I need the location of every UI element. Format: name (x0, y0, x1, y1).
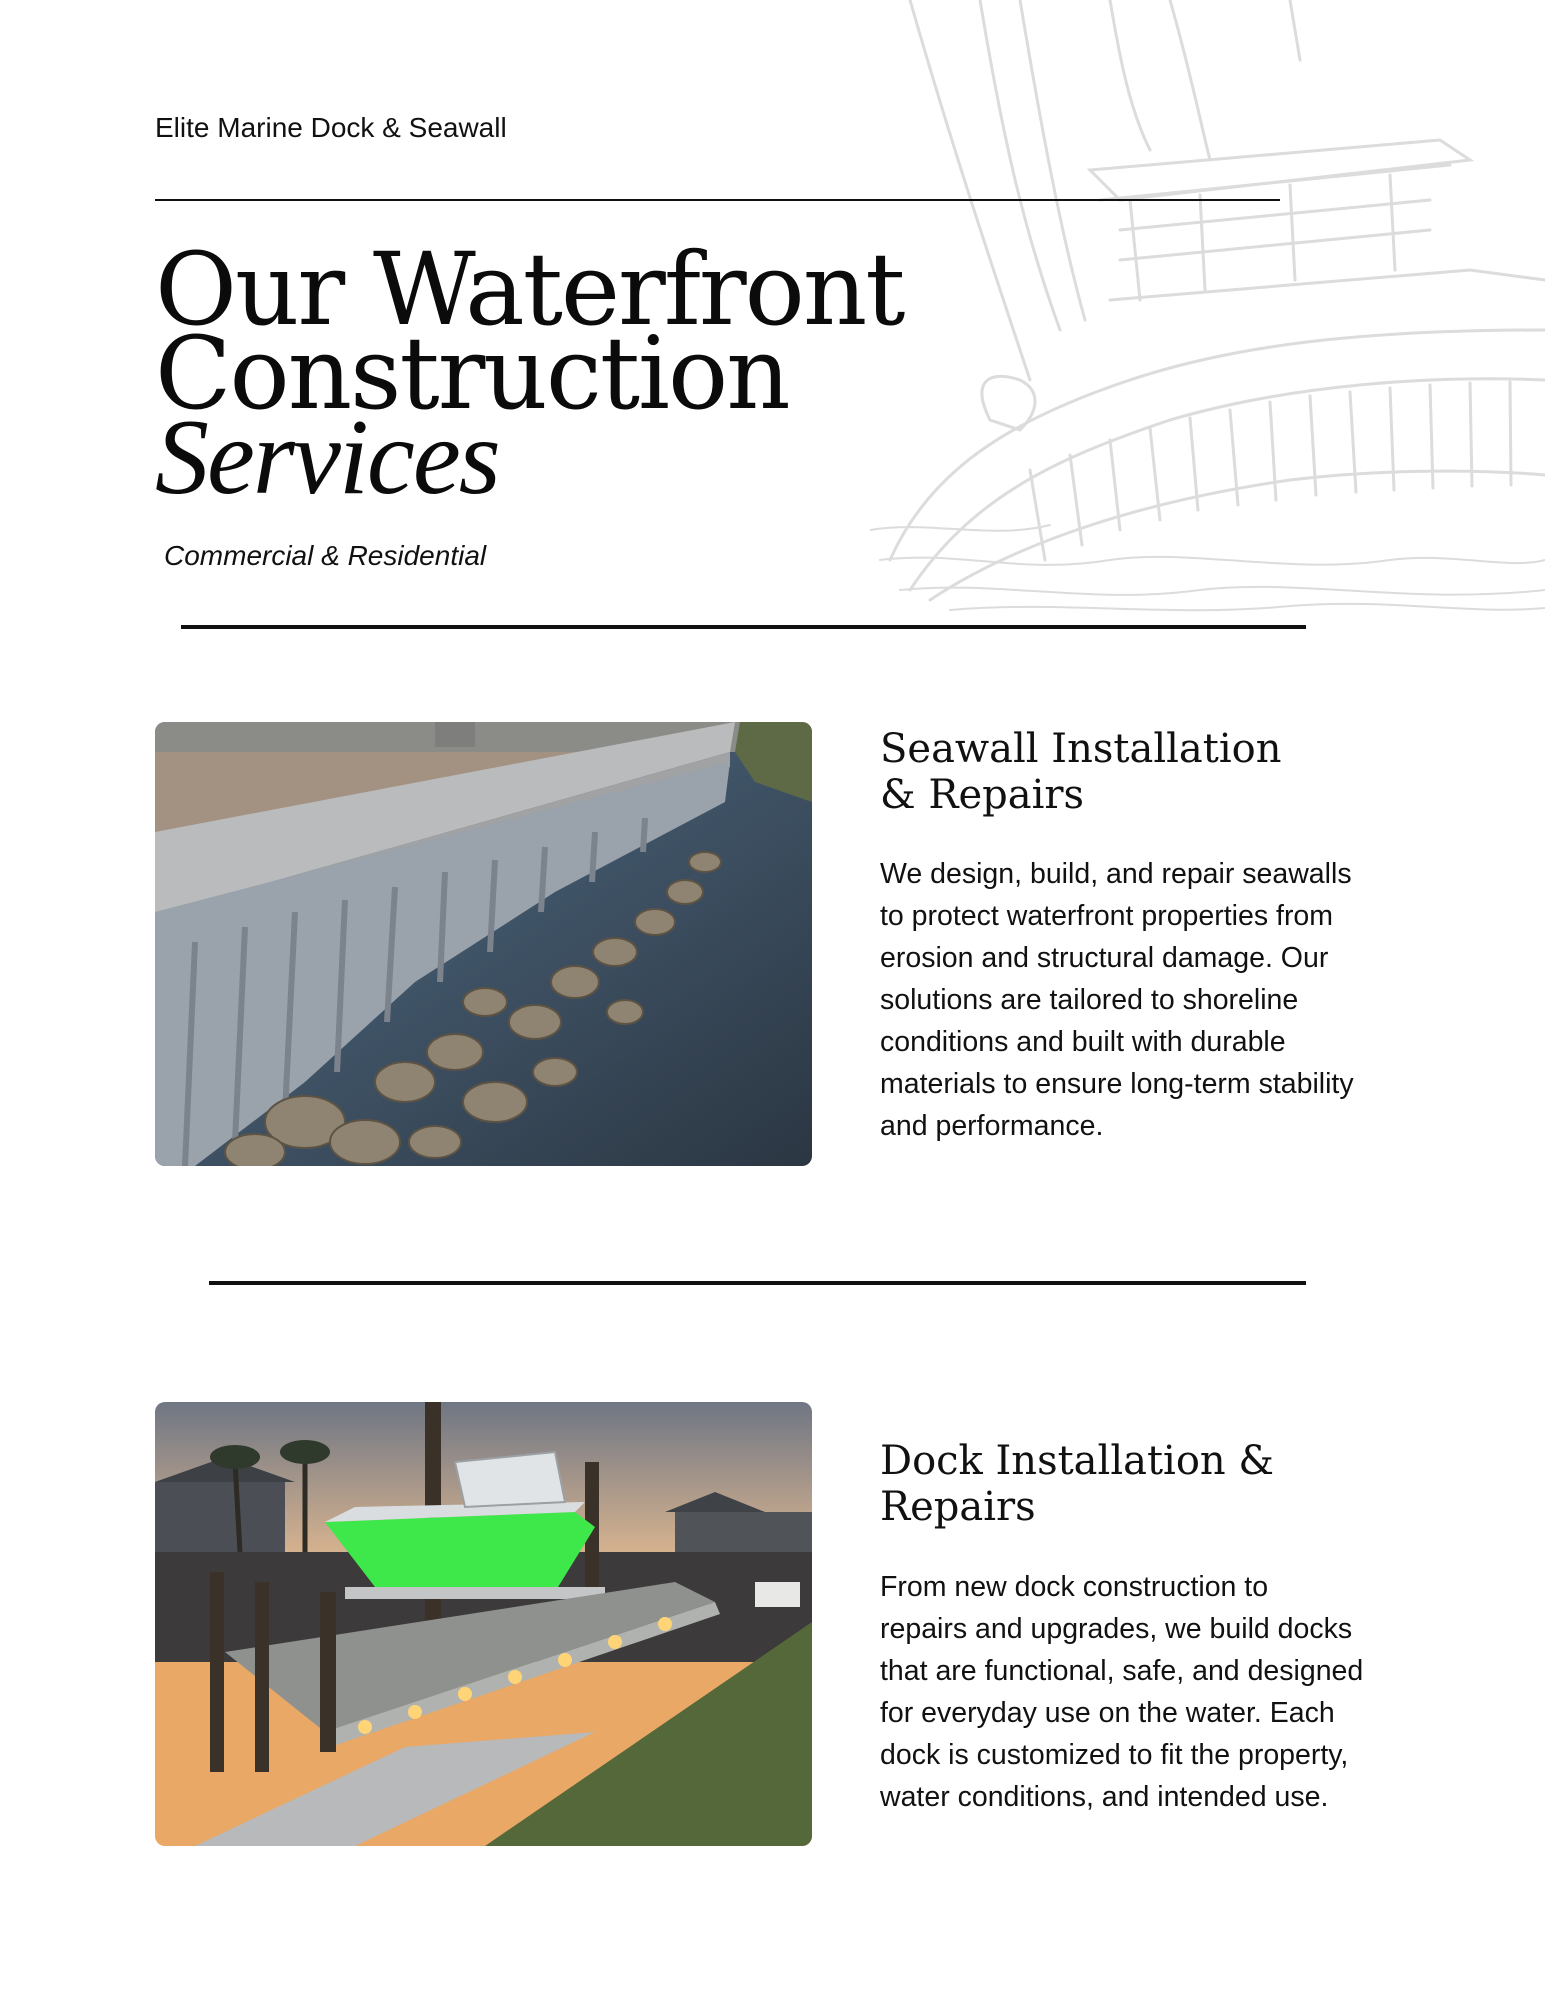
service-description-seawall: We design, build, and repair seawalls to protect waterfront properties from erosion and structural damage. Our solutions are tailored to shoreline conditions and built with durable materials to ensure long-term stability and performance. (880, 858, 1354, 1142)
title-line-3: Services (155, 398, 499, 517)
title-line-1: Our Waterfront (155, 231, 904, 348)
service-title-dock: Dock Installation & Repairs (880, 1438, 1274, 1530)
title-line-2: Construction (155, 315, 789, 432)
boat-sketch-icon (870, 0, 1545, 620)
brand-name: Elite Marine Dock & Seawall (155, 112, 507, 143)
page-title (155, 231, 904, 517)
dock-photo (155, 1402, 812, 1846)
section-divider-top (181, 625, 1306, 629)
section-divider-middle (209, 1281, 1306, 1285)
service-description-dock: From new dock construction to repairs and upgrades, we build docks that are functional, safe, and designed for everyday use on the water. Each dock is customized to fit the property, water conditions, and intended use. (880, 1571, 1364, 1813)
seawall-photo (155, 722, 812, 1166)
service-title-seawall: Seawall Installation & Repairs (880, 726, 1282, 818)
header-divider (155, 199, 1280, 201)
page-subtitle: Commercial & Residential (164, 540, 487, 571)
